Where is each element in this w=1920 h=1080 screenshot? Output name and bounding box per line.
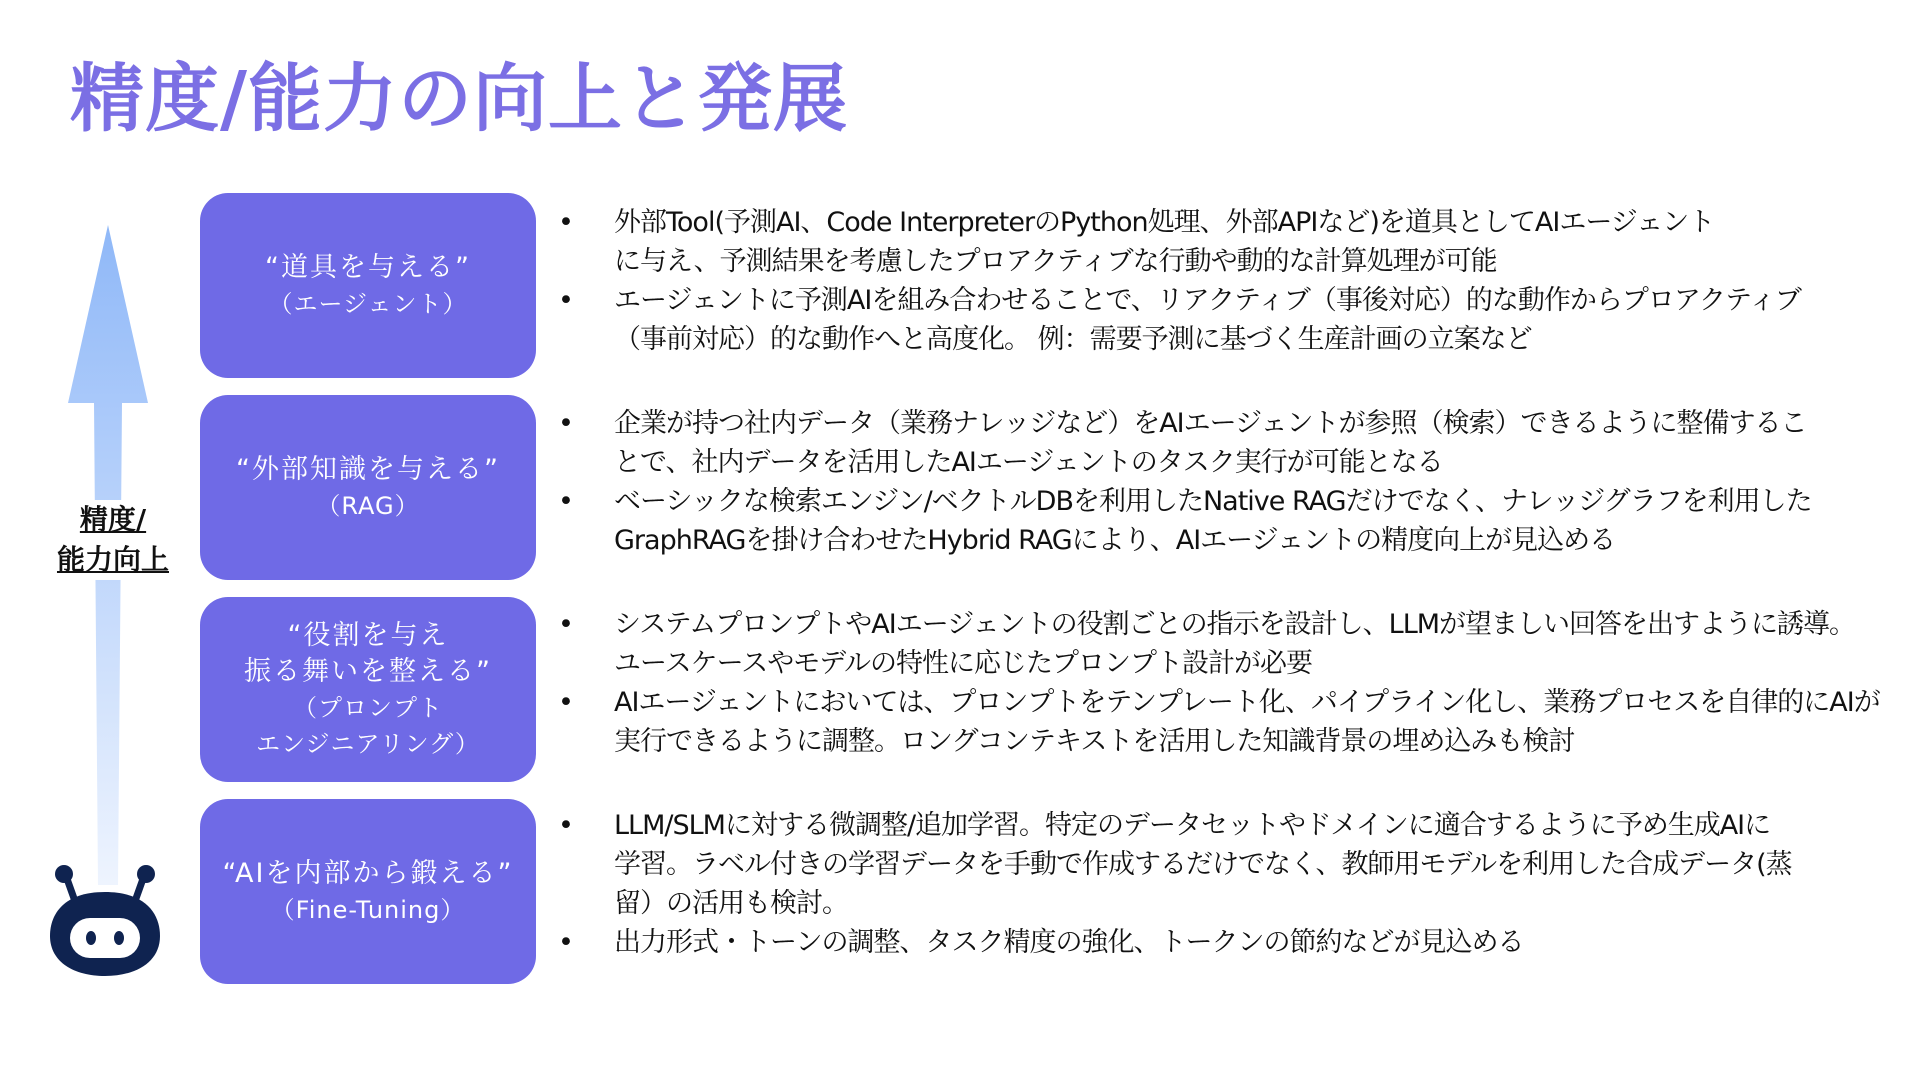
bullet-text-line: LLM/SLMに対する微調整/追加学習。特定のデータセットやドメインに適合するように予め生成AIに	[614, 810, 1771, 841]
bullet-icon: •	[558, 687, 573, 718]
bullet-text-line: エージェントに予測AIを組み合わせることで、リアクティブ（事後対応）的な動作からプロアクティブ	[614, 285, 1801, 316]
level-box-fine-tuning	[200, 799, 536, 984]
level-box-tools	[200, 193, 536, 378]
level-box-title: “役割を与え	[287, 619, 449, 651]
bullet-text-line: に与え、予測結果を考慮したプロアクティブな行動や動的な計算処理が可能	[614, 246, 1497, 277]
list-item	[556, 806, 1906, 923]
bullet-icon: •	[558, 810, 573, 841]
bullet-text-line: 学習。ラベル付きの学習データを手動で作成するだけでなく、教師用モデルを利用した合成データ(蒸	[614, 849, 1792, 880]
level-box-title: “外部知識を与える”	[236, 453, 500, 485]
level-box-title: “道具を与える”	[265, 251, 471, 283]
bullet-icon: •	[558, 927, 573, 958]
list-item	[556, 683, 1906, 761]
bullet-text-line: ベーシックな検索エンジン/ベクトルDBを利用したNative RAGだけでなく、ナレッジグラフを利用した	[614, 486, 1812, 517]
list-item	[556, 203, 1906, 281]
bullet-text-line: 外部Tool(予測AI、Code InterpreterのPython処理、外部APIなど)を道具としてAIエージェント	[614, 207, 1715, 238]
bullet-text-line: ユースケースやモデルの特性に応じたプロンプト設計が必要	[614, 648, 1312, 679]
level-box-rag	[200, 395, 536, 580]
bullet-icon: •	[558, 285, 573, 316]
bullet-text-line: AIエージェントにおいては、プロンプトをテンプレート化、パイプライン化し、業務プロセスを自律的にAIが	[614, 687, 1880, 718]
bullet-text-line: （事前対応）的な動作へと高度化。 例：需要予測に基づく生産計画の立案など	[614, 324, 1532, 355]
bullet-text-line: とで、社内データを活用したAIエージェントのタスク実行が可能となる	[614, 447, 1443, 478]
page-title: 精度/能力の向上と発展	[70, 56, 849, 142]
list-item	[556, 605, 1906, 683]
level-description-fine-tuning	[556, 806, 1906, 962]
level-box-subtitle: （エージェント）	[268, 289, 468, 318]
level-box-subtitle: （プロンプト	[293, 693, 443, 722]
list-item	[556, 404, 1906, 482]
bullet-text-line: 実行できるように調整。ロングコンテキストを活用した知識背景の埋め込みも検討	[614, 726, 1575, 757]
bullet-icon: •	[558, 486, 573, 517]
level-description-tools	[556, 203, 1906, 359]
bullet-icon: •	[558, 408, 573, 439]
axis-label-line-2: 能力向上	[56, 543, 169, 576]
list-item	[556, 482, 1906, 560]
bullet-text-line: 出力形式・トーンの調整、タスク精度の強化、トークンの節約などが見込める	[614, 927, 1524, 958]
bullet-icon: •	[558, 207, 573, 238]
level-box-subtitle: （Fine-Tuning）	[270, 895, 466, 924]
robot-icon	[46, 862, 164, 980]
list-item	[556, 281, 1906, 359]
level-box-prompt	[200, 597, 536, 782]
level-box-title: “AIを内部から鍛える”	[222, 857, 514, 889]
level-box-subtitle: （RAG）	[316, 491, 420, 520]
level-description-rag	[556, 404, 1906, 560]
list-item	[556, 923, 1906, 962]
bullet-icon: •	[558, 609, 573, 640]
bullet-text-line: 留）の活用も検討。	[614, 888, 848, 919]
bullet-text-line: 企業が持つ社内データ（業務ナレッジなど）をAIエージェントが参照（検索）できるように整備するこ	[614, 408, 1807, 439]
bullet-text-line: GraphRAGを掛け合わせたHybrid RAGにより、AIエージェントの精度向上が見込める	[614, 525, 1616, 556]
bullet-text-line: システムプロンプトやAIエージェントの役割ごとの指示を設計し、LLMが望ましい回答を出すように誘導。	[614, 609, 1856, 640]
axis-label-line-1: 精度/	[79, 503, 147, 536]
level-box-subtitle: エンジニアリング）	[256, 729, 480, 758]
axis-label	[38, 500, 188, 580]
level-description-prompt	[556, 605, 1906, 761]
level-box-title: 振る舞いを整える”	[244, 655, 492, 687]
